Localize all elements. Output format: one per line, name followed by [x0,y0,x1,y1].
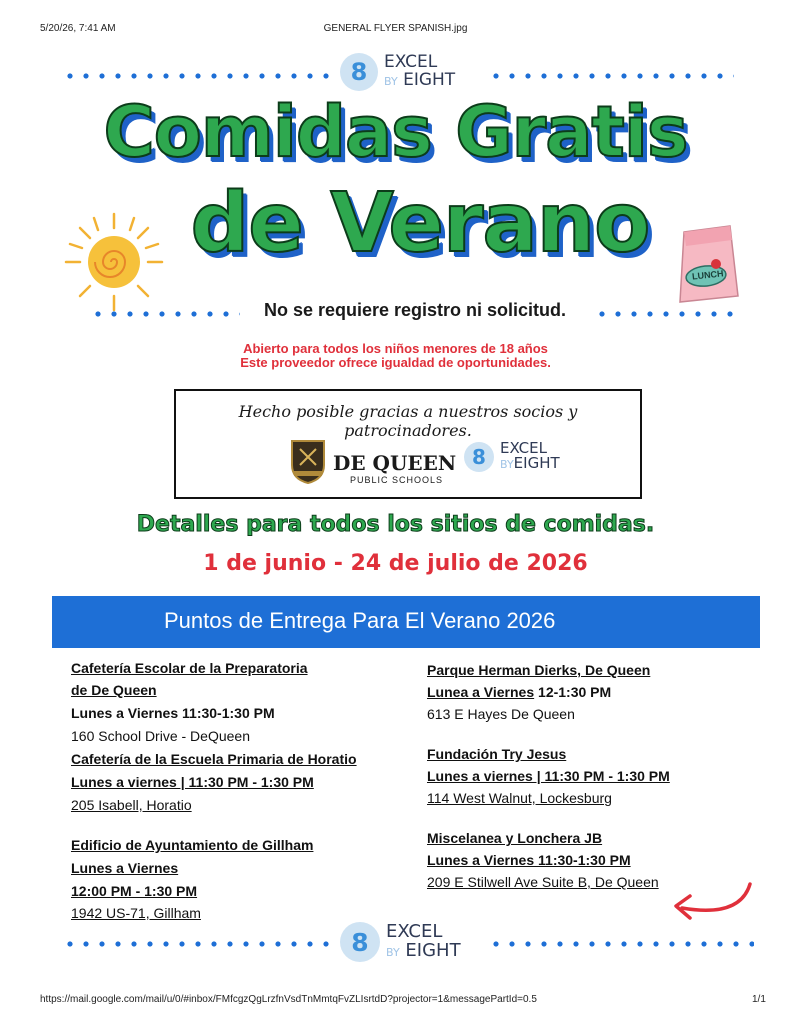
site-address: 114 West Walnut, Lockesburg [427,790,612,806]
site-address: 160 School Drive - DeQueen [71,728,250,744]
site-hours: Lunes a Viernes 11:30-1:30 PM [71,705,275,721]
logo-line1: EXCEL [384,52,438,72]
sun-icon [62,210,166,314]
dotted-divider [488,941,754,947]
dotted-divider [488,73,734,79]
logo-badge: 8 [464,442,494,472]
print-datetime: 5/20/26, 7:41 AM [40,23,116,34]
details-heading: Detalles para todos los sitios de comidas. [136,512,655,537]
print-page-number: 1/1 [752,994,766,1005]
logo-badge: 8 [340,922,380,962]
dotted-divider [62,941,332,947]
section-title: Puntos de Entrega Para El Verano 2026 [164,608,556,633]
site-address: 1942 US-71, Gillham [71,905,201,921]
site-name: Edificio de Ayuntamiento de Gillham [71,837,314,853]
lunch-bag-label: LUNCH [691,268,724,282]
logo-badge: 8 [340,53,378,91]
sites-left-column [71,657,357,924]
logo-by: BY [386,946,400,959]
logo-by: BY [384,75,398,88]
site-name: Cafetería Escolar de la Preparatoria [71,660,308,676]
sponsors-box [174,389,642,499]
dotted-divider [594,311,740,317]
logo-line2: EIGHT [403,70,456,90]
sponsors-heading: Hecho posible gracias a nuestros socios y patrocinadores. [238,402,578,440]
site-hours: Lunes a Viernes [71,860,179,876]
lunch-bag-icon [670,222,746,306]
site-hours: 12:00 PM - 1:30 PM [71,883,198,899]
print-url: https://mail.google.com/mail/u/0/#inbox/FMfcgzQgLrzfnVsdTnMmtqFvZLIsrtdD?projector=1&messagePartId=0.5 [40,994,537,1005]
dotted-divider [90,311,240,317]
dequeen-sub: PUBLIC SCHOOLS [350,475,444,485]
section-header [52,596,760,648]
logo-line1: EXCEL [500,439,547,457]
site-name: Fundación Try Jesus [427,746,567,762]
site-name: de De Queen [71,682,157,698]
excel-by-eight-logo [340,922,461,962]
logo-by: BY [500,458,514,471]
site-address: 205 Isabell, Horatio [71,797,192,813]
site-name: Cafetería de la Escuela Primaria de Horatio [71,751,357,767]
logo-line1: EXCEL [386,921,443,942]
logo-line2: EIGHT [513,454,560,472]
print-filename: GENERAL FLYER SPANISH.jpg [323,23,468,34]
site-address: 209 E Stilwell Ave Suite B, De Queen [427,874,659,890]
dequeen-name: DE QUEEN [333,451,457,475]
equal-opportunity-notice: Este proveedor ofrece igualdad de oportunidades. [240,355,551,370]
site-name: Miscelanea y Lonchera JB [427,830,603,846]
dotted-divider [62,73,332,79]
page-title-line2: de Verano [190,176,650,271]
site-hours: Lunes a Viernes 11:30-1:30 PM [427,852,631,868]
eligibility-notice: Abierto para todos los niños menores de 18 años [243,341,548,356]
sites-right-column [427,659,670,893]
red-arrow-icon [668,878,758,930]
dates-heading: 1 de junio - 24 de julio de 2026 [203,551,588,576]
site-name: Parque Herman Dierks, De Queen [427,662,651,678]
dequeen-crest-icon [288,435,328,485]
no-registration-text: No se requiere registro ni solicitud. [263,300,567,320]
page-title-line1: Comidas Gratis [103,91,688,173]
site-hours: Lunes a viernes | 11:30 PM - 1:30 PM [71,774,314,790]
excel-by-eight-logo [464,441,560,472]
logo-line2: EIGHT [405,940,461,961]
site-address: 613 E Hayes De Queen [427,706,575,722]
site-hours: Lunes a viernes | 11:30 PM - 1:30 PM [427,768,670,784]
site-hours-time: 12-1:30 PM [534,684,612,700]
excel-by-eight-logo [340,53,455,91]
site-hours: Lunea a Viernes [427,684,535,700]
